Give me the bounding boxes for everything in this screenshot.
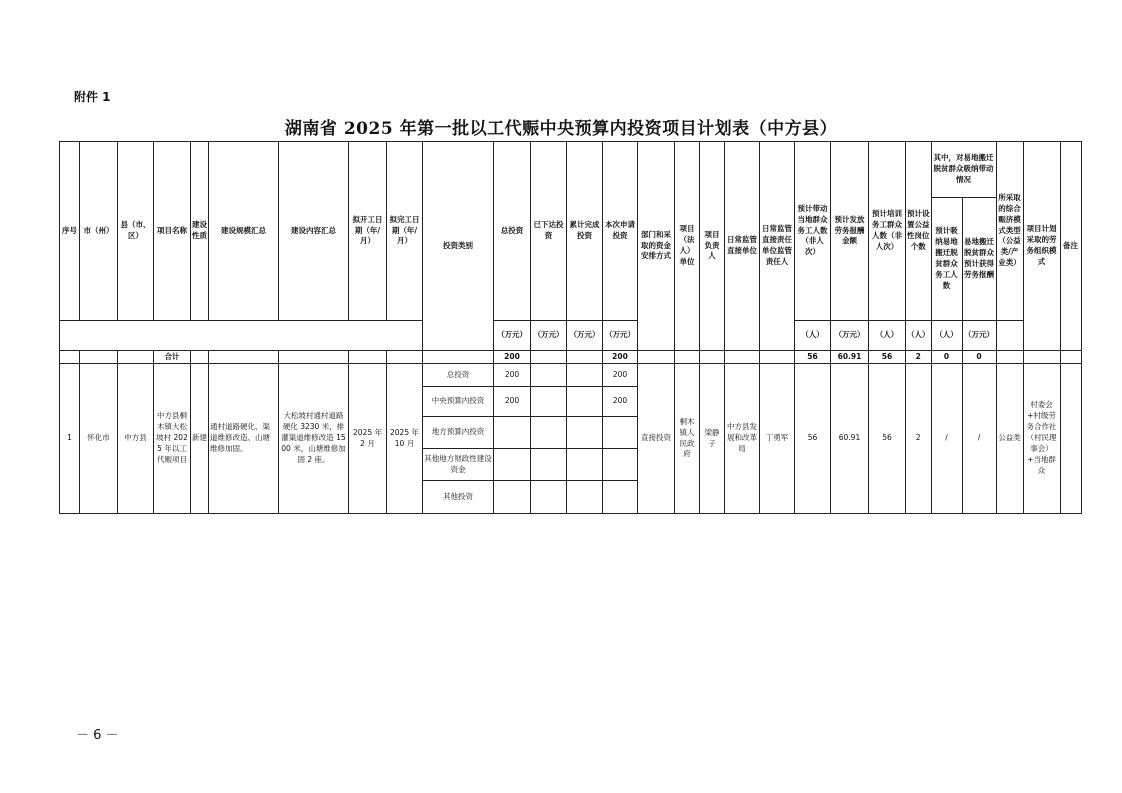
header-model-type: 所采取的综合赈济模式类型（公益类/产业类） [996,142,1023,321]
header-seq: 序号 [60,142,80,321]
project-scale: 通村道路硬化、渠道维修改造、山塘维修加固。 [209,364,279,514]
header-county: 县（市、区） [118,142,154,321]
unit-workers: （人） [795,321,831,351]
invest-total-cell: 200 [494,364,531,387]
header-wage: 预计发放劳务报酬金额 [831,142,869,321]
project-city: 怀化市 [80,364,118,514]
invest-requested-cell [603,449,638,481]
total-wage-value: 60.91 [831,351,869,364]
header-total-invest: 总投资 [494,142,531,321]
invest-issued-cell [531,417,567,449]
project-labor-org: 村委会+村级劳务合作社（村民理事会）+当地群众 [1023,364,1060,514]
unit-trained: （人） [869,321,906,351]
unit-total-invest: （万元） [494,321,531,351]
project-nature: 新建 [191,364,209,514]
header-public-posts: 预计设置公益性岗位个数 [906,142,932,321]
total-public-posts-value: 2 [906,351,932,364]
unit-public-posts: （人） [906,321,932,351]
total-trained-value: 56 [869,351,906,364]
header-start-date: 拟开工日期（年/月） [349,142,387,321]
total-relocation-wage-value: 0 [962,351,996,364]
project-relocation-wage: / [962,364,996,514]
unit-issued: （万元） [531,321,567,351]
investment-plan-table [59,141,1082,514]
invest-cumulative-cell [567,387,603,417]
page-title: 湖南省 2025 年第一批以工代赈中央预算内投资项目计划表（中方县） [284,119,838,139]
total-row [60,351,1082,364]
header-content: 建设内容汇总 [279,142,349,321]
header-supervisor-unit: 日常监管直接单位 [725,142,760,351]
unit-relocation-workers: （人） [931,321,962,351]
project-county: 中方县 [118,364,154,514]
page-number: － 6 － [76,728,119,743]
header-project-name: 项目名称 [154,142,191,321]
header-remark: 备注 [1060,142,1081,351]
unit-relocation-wage: （万元） [962,321,996,351]
total-workers-value: 56 [795,351,831,364]
project-supervisor-unit: 中方县发展和改革局 [725,364,760,514]
invest-requested-cell [603,481,638,514]
invest-type-cell: 总投资 [423,364,494,387]
project-model-type: 公益类 [996,364,1023,514]
unit-requested: （万元） [603,321,638,351]
table-row [60,364,1082,387]
header-nature: 建设性质 [191,142,209,321]
header-issued: 已下达投资 [531,142,567,321]
total-requested-value: 200 [603,351,638,364]
total-invest-value: 200 [494,351,531,364]
invest-requested-cell: 200 [603,364,638,387]
invest-total-cell [494,481,531,514]
invest-issued-cell [531,387,567,417]
invest-total-cell [494,417,531,449]
project-trained: 56 [869,364,906,514]
unit-model-type [996,321,1023,351]
invest-issued-cell [531,449,567,481]
header-procurement: 部门和采取的资金安排方式 [638,142,675,351]
project-end-date: 2025 年 10 月 [387,364,423,514]
project-start-date: 2025 年 2 月 [349,364,387,514]
project-legal-unit: 桐木镇人民政府 [675,364,700,514]
project-name: 中方县桐木镇大松坡村 2025 年以工代赈项目 [154,364,191,514]
header-workers: 预计带动当地群众务工人数（非人次） [795,142,831,321]
project-public-posts: 2 [906,364,932,514]
header-scale: 建设规模汇总 [209,142,279,321]
total-relocation-workers-value: 0 [931,351,962,364]
invest-issued-cell [531,481,567,514]
project-leader: 梁静子 [700,364,725,514]
unit-cumulative: （万元） [567,321,603,351]
header-invest-type: 投资类别 [423,142,494,351]
invest-requested-cell: 200 [603,387,638,417]
invest-type-cell: 地方预算内投资 [423,417,494,449]
header-legal-unit: 项目（法人）单位 [675,142,700,351]
invest-type-cell: 其他地方财政性建设资金 [423,449,494,481]
unit-wage: （万元） [831,321,869,351]
project-seq: 1 [60,364,80,514]
total-label: 合计 [154,351,191,364]
invest-cumulative-cell [567,481,603,514]
header-labor-org: 项目计划采取的劳务组织模式 [1023,142,1060,351]
invest-type-cell: 中央预算内投资 [423,387,494,417]
project-content: 大松坡村通村道路硬化 3230 米，排灌渠道维修改造 1500 米，山塘维修加固 2 座。 [279,364,349,514]
invest-total-cell: 200 [494,387,531,417]
attachment-label: 附件 1 [74,90,111,104]
invest-issued-cell [531,364,567,387]
project-remark [1060,364,1081,514]
project-wage: 60.91 [831,364,869,514]
invest-total-cell [494,449,531,481]
units-blank [60,321,423,351]
invest-cumulative-cell [567,449,603,481]
header-supervisor-person: 日常监管直接责任单位监管责任人 [760,142,795,351]
header-cumulative: 累计完成投资 [567,142,603,321]
header-end-date: 拟完工日期（年/月） [387,142,423,321]
project-supervisor-person: 丁勇军 [760,364,795,514]
project-workers: 56 [795,364,831,514]
invest-type-cell: 其他投资 [423,481,494,514]
header-relocation-workers: 预计吸纳易地搬迁脱贫群众务工人数 [931,198,962,321]
project-relocation-workers: / [931,364,962,514]
invest-cumulative-cell [567,364,603,387]
invest-cumulative-cell [567,417,603,449]
invest-requested-cell [603,417,638,449]
project-procurement: 直接投资 [638,364,675,514]
header-requested: 本次申请投资 [603,142,638,321]
header-relocation-wage: 易地搬迁脱贫群众预计获得劳务报酬 [962,198,996,321]
header-relocation-group: 其中，对易地搬迁脱贫群众吸纳带动情况 [931,142,996,198]
header-leader: 项目负责人 [700,142,725,351]
header-city: 市（州） [80,142,118,321]
header-trained: 预计培训务工群众人数（非人次） [869,142,906,321]
